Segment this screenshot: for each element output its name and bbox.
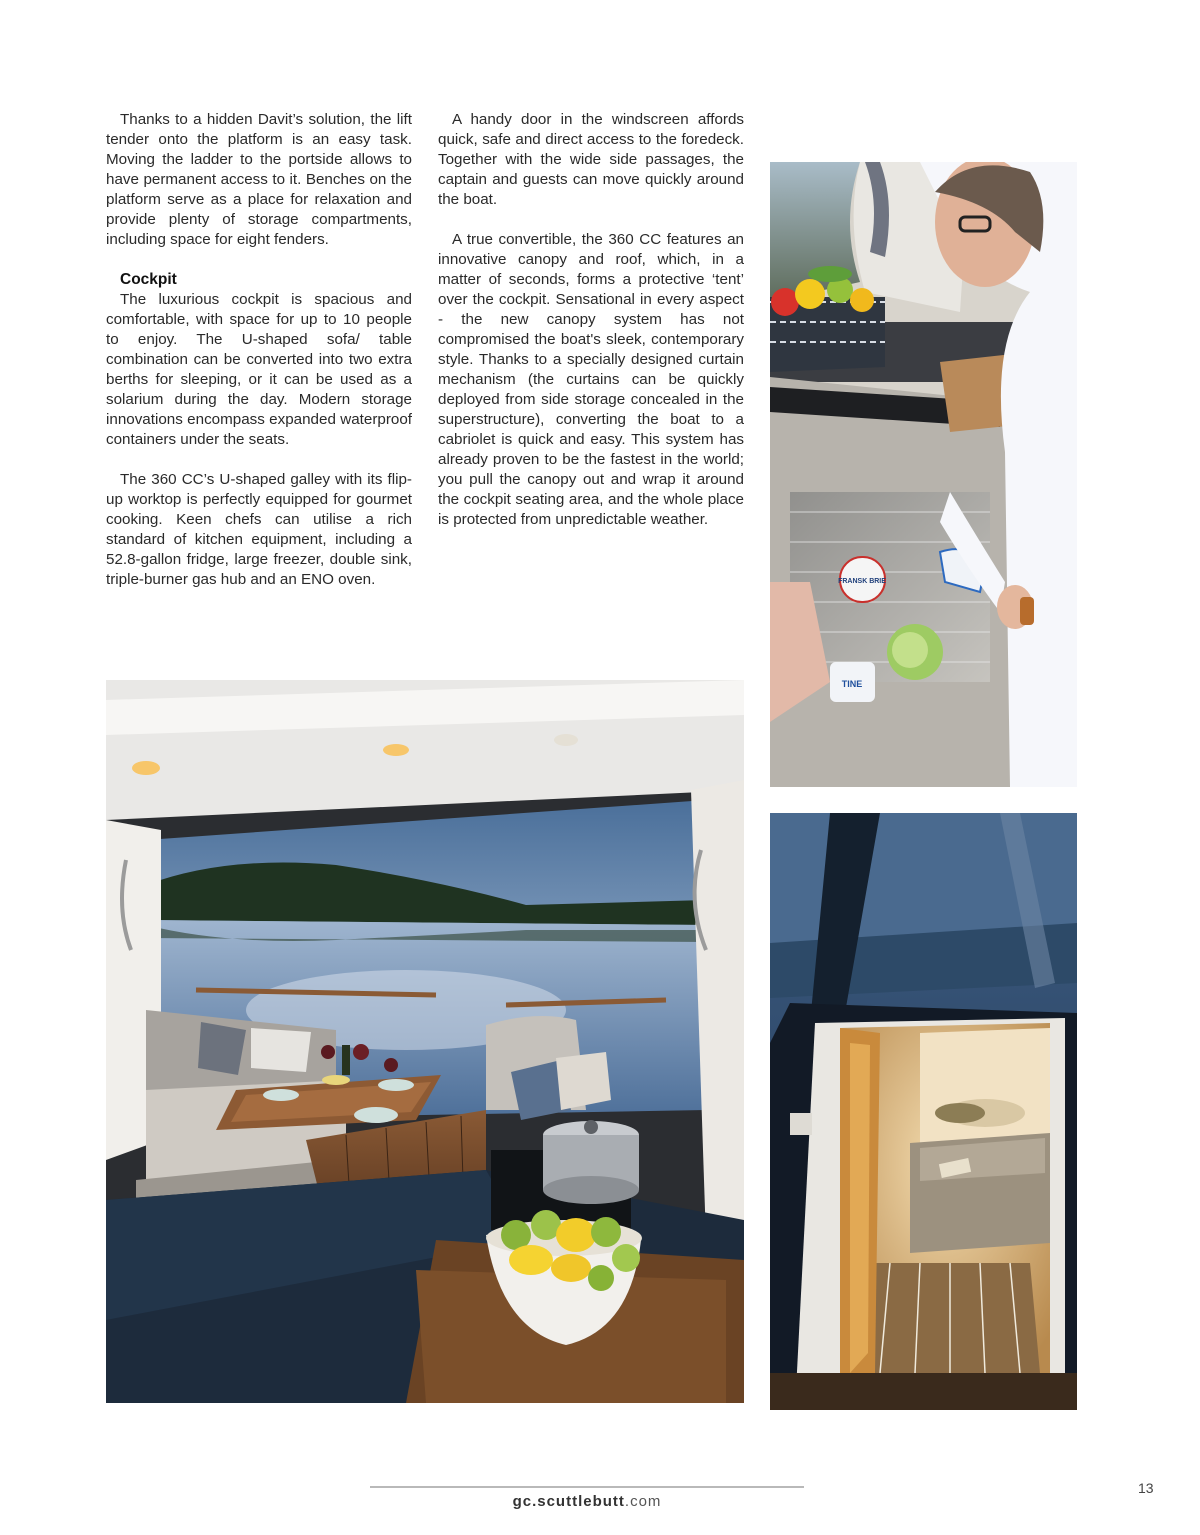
cockpit-photo xyxy=(106,680,744,1403)
middle-column xyxy=(438,110,744,530)
cheese-label: FRANSK BRIE xyxy=(838,578,886,585)
page-number: 13 xyxy=(1138,1480,1154,1496)
footer-url-domain: gc.scuttlebutt xyxy=(512,1493,625,1510)
left-paragraph-3: The 360 CC’s U-shaped galley with its flip-up worktop is perfectly equipped for gourmet cooking. Keen chefs can utilise a rich standard of kitchen equipment, including a 52.8-gallon fridge, large freezer, double sink, triple-burner gas hub and an ENO oven. xyxy=(106,471,412,588)
middle-paragraph-2: A true convertible, the 360 CC features an innovative canopy and roof, which, in a matter of seconds, forms a protective ‘tent’ over the cockpit. Sensational in every aspect - the new canopy system has not compromised the boat's sleek, contemporary style. Thanks to a specially designed curtain mechanism (the curtains can be quickly deployed from side storage concealed in the superstructure), converting the boat to a cabriolet is quick and easy. This system has already proven to be the fastest in the world; you pull the canopy out and wrap it around the cockpit seating area, and the whole place is protected from unpredictable weather. xyxy=(438,231,744,528)
cabin-photo xyxy=(770,813,1077,1410)
tub-label: TINE xyxy=(841,679,863,689)
galley-photo xyxy=(770,162,1077,787)
section-heading-cockpit: Cockpit xyxy=(120,271,177,288)
middle-paragraph-1: A handy door in the windscreen affords quick, safe and direct access to the foredeck. Together with the wide side passages, the captain and guests can move quickly around the boat. xyxy=(438,111,744,208)
footer-url[interactable] xyxy=(370,1493,804,1510)
left-paragraph-1: Thanks to a hidden Davit’s solution, the lift tender onto the platform is an easy task. Moving the ladder to the portside allows to have permanent access to it. Benches on the platform serve as a place for relaxation and provide plenty of storage compartments, including space for eight fenders. xyxy=(106,111,412,248)
footer-divider xyxy=(370,1486,804,1488)
left-column xyxy=(106,110,412,590)
left-paragraph-2: The luxurious cockpit is spacious and comfortable, with space for up to 10 people to enjoy. The U-shaped sofa/ table combination can be converted into two extra berths for sleeping, or it can be used as a solarium during the day. Modern storage innovations encompass expanded waterproof containers under the seats. xyxy=(106,291,412,448)
footer-url-tld: .com xyxy=(624,1493,662,1510)
